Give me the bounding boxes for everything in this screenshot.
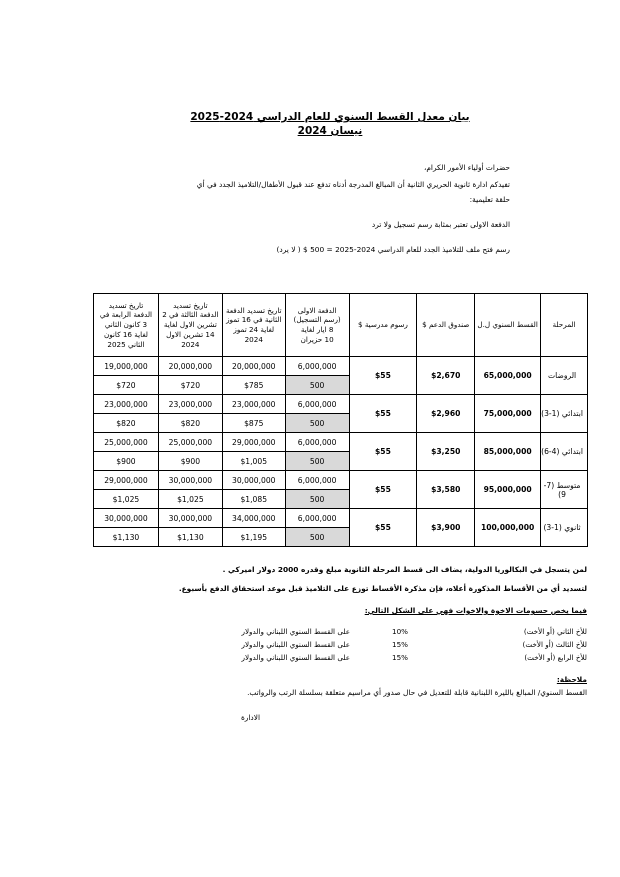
cell-second-ll: 23,000,000 (222, 395, 285, 414)
cell-support: $2,960 (417, 395, 475, 433)
discount-who: للأخ الثالث (أو الأخت) (522, 640, 587, 649)
header-third-line: 14 تشرين الاول (166, 329, 215, 339)
cell-first-ll: 6,000,000 (285, 509, 349, 528)
cell-school-fees: $55 (349, 433, 417, 471)
cell-first-ll: 6,000,000 (285, 357, 349, 376)
cell-third-usd: $720 (158, 376, 222, 395)
cell-fourth-ll: 30,000,000 (94, 509, 159, 528)
header-first-line: (رسم التسجيل) (293, 315, 341, 325)
header-school-fees: رسوم مدرسية $ (349, 294, 417, 357)
cell-third-usd: $820 (158, 414, 222, 433)
cell-first-usd: 500 (285, 528, 349, 547)
siblings-heading: فيما يخص حسومات الاخوة والاخوات فهي على الشكل التالي: (364, 606, 587, 615)
cell-second-ll: 29,000,000 (222, 433, 285, 452)
cell-first-ll: 6,000,000 (285, 471, 349, 490)
table-row (94, 395, 588, 414)
cell-second-usd: $785 (222, 376, 285, 395)
table-header-row (94, 294, 588, 357)
header-first-line: 8 ايار لغاية (300, 325, 334, 334)
cell-first-usd: 500 (285, 490, 349, 509)
header-third-line: تشرين الاول لغاية (163, 320, 217, 330)
cell-fourth-ll: 23,000,000 (94, 395, 159, 414)
cell-first-usd: 500 (285, 414, 349, 433)
header-fourth-line: لغاية 16 كانون (103, 329, 148, 339)
cell-fourth-ll: 25,000,000 (94, 433, 159, 452)
cell-fourth-usd: $1,025 (94, 490, 159, 509)
cell-stage: متوسط (7-9) (541, 471, 588, 509)
note-baccalaureate: لمن يتسجل في البكالوريا الدولية، يضاف الى قسط المرحلة الثانوية مبلغ وقدره 2000 دولار اميركي . (222, 565, 587, 574)
cell-stage: ابتدائي (1-3) (541, 395, 588, 433)
cell-support: $2,670 (417, 357, 475, 395)
header-first-line: 10 حزيران (300, 334, 334, 344)
cell-third-ll: 23,000,000 (158, 395, 222, 414)
discount-on: على القسط السنوي اللبناني والدولار (241, 653, 350, 662)
table-row (94, 509, 588, 528)
signature: الادارة (240, 713, 260, 722)
header-second-line: تاريخ تسديد الدفعة (225, 305, 282, 315)
discount-on: على القسط السنوي اللبناني والدولار (241, 627, 350, 636)
table-row (94, 433, 588, 452)
discount-pct: 15% (392, 653, 408, 662)
header-second-payment (222, 294, 285, 357)
intro-line-2: حلقة تعليمية: (469, 195, 510, 204)
header-third-line: الدفعة الثالثة في 2 (162, 310, 219, 320)
cell-third-ll: 30,000,000 (158, 471, 222, 490)
cell-third-usd: $1,025 (158, 490, 222, 509)
cell-third-ll: 25,000,000 (158, 433, 222, 452)
cell-stage: ابتدائي (4-6) (541, 433, 588, 471)
header-stage: المرحلة (541, 294, 588, 357)
cell-support: $3,580 (417, 471, 475, 509)
cell-fourth-ll: 29,000,000 (94, 471, 159, 490)
page-subtitle: نيسان 2024 (297, 125, 363, 137)
cell-third-usd: $1,130 (158, 528, 222, 547)
cell-stage: ثانوي (1-3) (541, 509, 588, 547)
header-second-line: الثانية في 16 تموز (226, 315, 282, 325)
remark-text: القسط السنوي/ المبالغ بالليرة اللبنانية قابلة للتعديل في حال صدور أي مراسيم متعلقة بسلسلة الرتب والرواتب. (247, 688, 587, 697)
cell-school-fees: $55 (349, 509, 417, 547)
cell-first-ll: 6,000,000 (285, 395, 349, 414)
cell-third-ll: 20,000,000 (158, 357, 222, 376)
cell-fourth-ll: 19,000,000 (94, 357, 159, 376)
cell-first-ll: 6,000,000 (285, 433, 349, 452)
discount-on: على القسط السنوي اللبناني والدولار (241, 640, 350, 649)
header-third-line: تاريخ تسديد (173, 300, 208, 310)
cell-annual: 75,000,000 (475, 395, 541, 433)
cell-annual: 65,000,000 (475, 357, 541, 395)
cell-school-fees: $55 (349, 357, 417, 395)
header-third-line: 2024 (181, 339, 200, 349)
cell-fourth-usd: $820 (94, 414, 159, 433)
header-second-line: لغاية 24 تموز (233, 325, 275, 334)
cell-third-usd: $900 (158, 452, 222, 471)
cell-first-usd: 500 (285, 376, 349, 395)
cell-school-fees: $55 (349, 395, 417, 433)
discount-pct: 15% (392, 640, 408, 649)
intro-line-3: الدفعة الاولى تعتبر بمثابة رسم تسجيل ولا ترد (371, 220, 510, 229)
table-row (94, 357, 588, 376)
cell-first-usd: 500 (285, 452, 349, 471)
table-row (94, 471, 588, 490)
cell-second-ll: 30,000,000 (222, 471, 285, 490)
cell-support: $3,900 (417, 509, 475, 547)
header-annual: القسط السنوي ل.ل (475, 294, 541, 357)
remark-heading: ملاحظة: (556, 675, 587, 684)
cell-second-usd: $875 (222, 414, 285, 433)
header-fourth-line: 3 كانون الثاني (104, 320, 148, 330)
cell-fourth-usd: $900 (94, 452, 159, 471)
cell-second-ll: 20,000,000 (222, 357, 285, 376)
intro-line-1: تفيدكم ادارة ثانوية الحريري الثانية أن المبالغ المدرجة أدناه تدفع عند قبول الأطفال/التلاميذ الجدد في أي (196, 180, 510, 189)
cell-annual: 95,000,000 (475, 471, 541, 509)
discount-who: للأخ الثاني (أو الأخت) (523, 627, 587, 636)
header-fourth-line: الدفعة الرابعة في (99, 310, 153, 320)
cell-fourth-usd: $720 (94, 376, 159, 395)
header-first-payment (285, 294, 349, 357)
cell-fourth-usd: $1,130 (94, 528, 159, 547)
cell-annual: 85,000,000 (475, 433, 541, 471)
header-second-line: 2024 (244, 334, 263, 344)
header-fourth-line: الثاني 2025 (107, 339, 145, 349)
header-first-line: الدفعة الاولى (297, 305, 337, 315)
header-support: صندوق الدعم $ (417, 294, 475, 357)
cell-third-ll: 30,000,000 (158, 509, 222, 528)
discount-pct: 10% (392, 627, 408, 636)
fees-table (93, 293, 588, 547)
note-payment: لتسديد أي من الأقساط المذكورة أعلاه، فإن مذكرة الأقساط توزع على التلاميذ قبل موعد استحقاق الدفع بأسبوع. (178, 584, 587, 593)
discount-who: للأخ الرابع (أو الأخت) (524, 653, 587, 662)
cell-annual: 100,000,000 (475, 509, 541, 547)
cell-second-usd: $1,085 (222, 490, 285, 509)
cell-support: $3,250 (417, 433, 475, 471)
intro-line-4: رسم فتح ملف للتلاميذ الجدد للعام الدراسي 2024-2025 = 500 $ ( لا يرد) (276, 245, 510, 254)
header-third-payment (158, 294, 222, 357)
cell-second-usd: $1,195 (222, 528, 285, 547)
cell-second-ll: 34,000,000 (222, 509, 285, 528)
cell-school-fees: $55 (349, 471, 417, 509)
header-fourth-line: تاريخ تسديد (108, 300, 144, 310)
greeting: حضرات أولياء الأمور الكرام، (423, 163, 510, 172)
page-title: بيان معدل القسط السنوي للعام الدراسي 2024-2025 (190, 111, 470, 123)
header-fourth-payment (94, 294, 159, 357)
cell-second-usd: $1,005 (222, 452, 285, 471)
cell-stage: الروضات (541, 357, 588, 395)
